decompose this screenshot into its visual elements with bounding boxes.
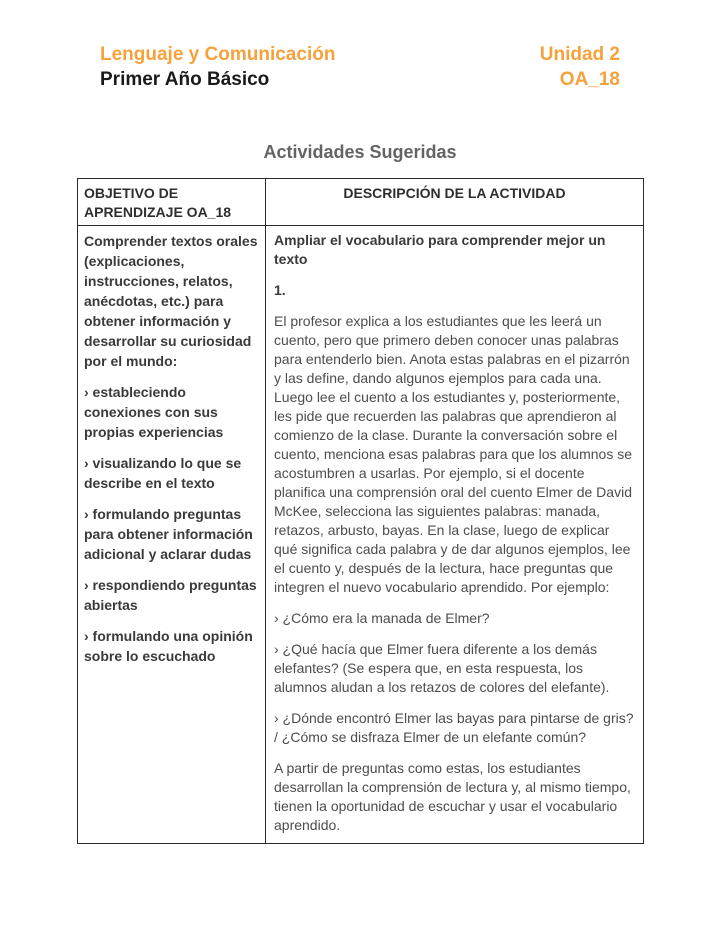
grade-level: Primer Año Básico: [100, 69, 270, 90]
table-body-row: [78, 226, 644, 844]
activity-paragraph: A partir de preguntas como estas, los estudiantes desarrollan la comprensión de lectura y, al mismo tiempo, tienen la oportunidad de escuchar y usar el vocabulario aprendido.: [274, 760, 631, 833]
activity-number: 1.: [274, 282, 286, 298]
objective-column-header: OBJETIVO DE APRENDIZAJE OA_18: [78, 179, 266, 226]
objective-intro: Comprender textos orales (explicaciones, instrucciones, relatos, anécdotas, etc.) para obtener información y desarrollar su curiosidad por el mundo:: [84, 233, 258, 369]
activity-question: › ¿Dónde encontró Elmer las bayas para pintarse de gris? / ¿Cómo se disfraza Elmer de un elefante común?: [274, 710, 634, 745]
header-left: [100, 42, 335, 92]
objective-bullet: › respondiendo preguntas abiertas: [84, 577, 257, 613]
objective-cell: [78, 226, 266, 844]
header-right: [540, 42, 620, 92]
activity-paragraph: El profesor explica a los estudiantes que les leerá un cuento, pero que primero deben conocer unas palabras para entenderlo bien. Anota estas palabras en el pizarrón y las define, dando algunos ejemplos para cada una. Luego lee el cuento a los estudiantes y, posteriormente, les pide que recuerden las palabras que aprendieron al comienzo de la clase. Durante la conversación sobre el cuento, menciona esas palabras para que los alumnos se acostumbren a usarlas. Por ejemplo, si el docente planifica una comprensión oral del cuento Elmer de David McKee, selecciona las siguientes palabras: manada, retazos, arbusto, bayas. En la clase, luego de explicar qué significa cada palabra y de dar algunos ejemplos, lee el cuento y, después de la lectura, hace preguntas que integren el nuevo vocabulario aprendido. Por ejemplo:: [274, 313, 632, 595]
activity-title: Ampliar el vocabulario para comprender mejor un texto: [274, 232, 606, 267]
objective-bullet: › formulando una opinión sobre lo escuchado: [84, 628, 253, 664]
description-column-header: DESCRIPCIÓN DE LA ACTIVIDAD: [266, 179, 644, 226]
activity-question: › ¿Qué hacía que Elmer fuera diferente a los demás elefantes? (Se espera que, en esta respuesta, los alumnos aludan a los retazos de colores del elefante).: [274, 641, 610, 695]
activities-table: [77, 178, 644, 844]
objective-bullet: › estableciendo conexiones con sus propias experiencias: [84, 384, 224, 440]
activity-question: › ¿Cómo era la manada de Elmer?: [274, 610, 490, 626]
table-header-row: [78, 179, 644, 226]
objective-bullet: › visualizando lo que se describe en el texto: [84, 455, 242, 491]
subject-title: Lenguaje y Comunicación: [100, 44, 336, 65]
document-header: [100, 42, 620, 92]
page-title: Actividades Sugeridas: [263, 142, 457, 162]
oa-code: OA_18: [559, 69, 620, 90]
objective-bullet: › formulando preguntas para obtener información adicional y aclarar dudas: [84, 506, 253, 562]
activity-description-cell: [266, 226, 644, 844]
unit-label: Unidad 2: [539, 44, 620, 65]
